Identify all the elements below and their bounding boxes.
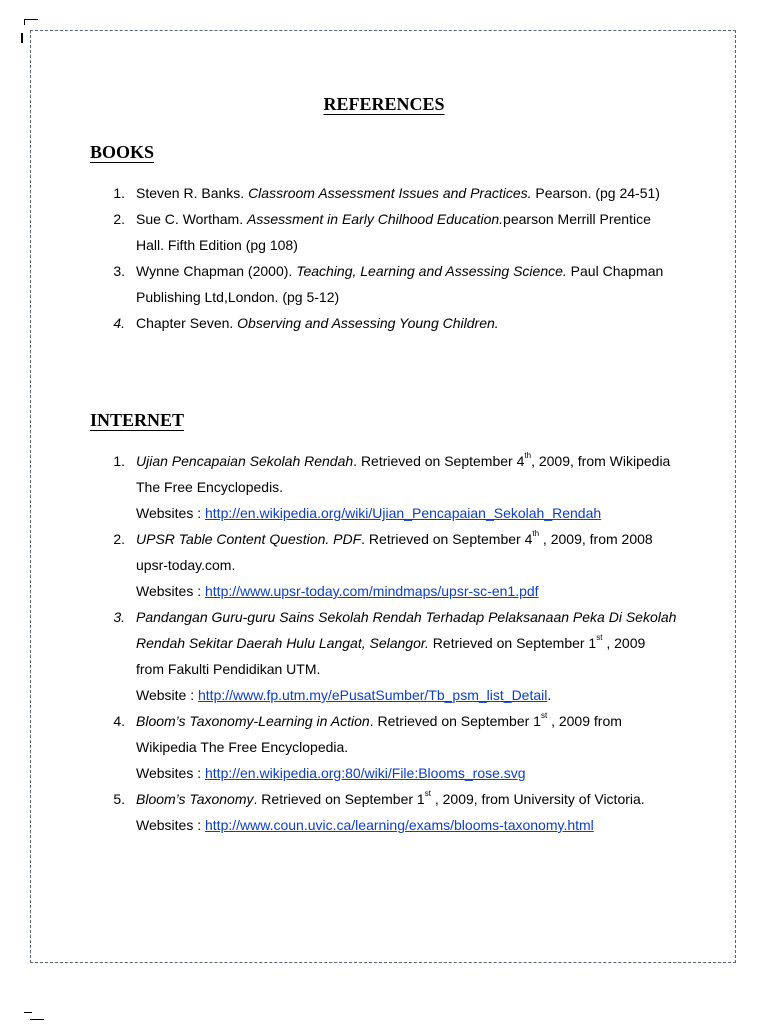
- book-author: Chapter Seven.: [136, 315, 238, 331]
- ref-retrieved: . Retrieved on September 1: [253, 791, 425, 807]
- ref-link[interactable]: http://www.fp.utm.my/ePusatSumber/Tb_psm_list_Detail: [198, 687, 548, 703]
- ref-link[interactable]: http://www.upsr-today.com/mindmaps/upsr-sc-en1.pdf: [205, 583, 539, 599]
- book-author: Wynne Chapman (2000).: [136, 263, 297, 279]
- book-details: Paul Chapman Publishing Ltd,London. (pg 5-12): [136, 263, 664, 305]
- book-title: Teaching, Learning and Assessing Science.: [296, 263, 567, 279]
- list-item: [107, 526, 677, 604]
- ref-retrieved: Retrieved on September 1: [428, 635, 597, 651]
- websites-label: Websites :: [136, 765, 205, 781]
- book-details: Pearson. (pg 24-51): [531, 185, 660, 201]
- ref-ordinal: st: [596, 633, 603, 643]
- ref-ordinal: st: [540, 711, 548, 721]
- list-item: [107, 604, 677, 708]
- crop-mark: [24, 19, 38, 20]
- books-heading: BOOKS: [90, 142, 155, 162]
- ref-after-link: .: [547, 687, 552, 703]
- websites-label: Websites :: [136, 817, 205, 833]
- list-item: [107, 180, 677, 206]
- ref-title: Ujian Pencapaian Sekolah Rendah: [136, 453, 354, 469]
- ref-source: , 2009 from Wikipedia The Free Encyclopedia.: [136, 713, 622, 755]
- books-list: [107, 180, 677, 336]
- book-author: Steven R. Banks.: [136, 185, 249, 201]
- item-number: 4.: [113, 315, 125, 331]
- ref-link[interactable]: http://en.wikipedia.org:80/wiki/File:Blooms_rose.svg: [205, 765, 526, 781]
- item-number: 1.: [113, 185, 125, 201]
- book-details: pearson Merrill Prentice Hall. Fifth Edition (pg 108): [136, 211, 651, 253]
- list-item: [107, 310, 677, 336]
- item-number: 3.: [113, 263, 125, 279]
- websites-label: Website :: [136, 687, 198, 703]
- book-title: Classroom Assessment Issues and Practices.: [248, 185, 532, 201]
- internet-heading: INTERNET: [90, 410, 185, 430]
- item-number: 1.: [113, 453, 125, 469]
- ref-ordinal: th: [532, 529, 540, 539]
- ref-title: Pandangan Guru-guru Sains Sekolah Rendah Terhadap Pelaksanaan Peka Di Sekolah Rendah Sekitar Daerah Hulu Langat, Selangor.: [136, 609, 677, 651]
- ref-retrieved: . Retrieved on September 1: [369, 713, 541, 729]
- ref-retrieved: . Retrieved on September 4: [353, 453, 525, 469]
- ref-link[interactable]: http://en.wikipedia.org/wiki/Ujian_Pencapaian_Sekolah_Rendah: [205, 505, 602, 521]
- book-author: Sue C. Wortham.: [136, 211, 248, 227]
- crop-mark: [21, 33, 23, 43]
- ref-ordinal: th: [524, 451, 532, 461]
- websites-label: Websites :: [136, 505, 205, 521]
- ref-retrieved: . Retrieved on September 4: [361, 531, 533, 547]
- page-title: REFERENCES: [323, 94, 445, 114]
- list-item: [107, 786, 677, 838]
- websites-label: Websites :: [136, 583, 205, 599]
- item-number: 2.: [113, 531, 125, 547]
- ref-ordinal: st: [424, 789, 431, 799]
- book-title: Assessment in Early Chilhood Education.: [247, 211, 504, 227]
- ref-source: , 2009, from Wikipedia The Free Encyclopedis.: [136, 453, 671, 495]
- ref-source: , 2009, from 2008 upsr-today.com.: [136, 531, 653, 573]
- item-number: 3.: [113, 609, 125, 625]
- crop-mark: [24, 1012, 32, 1013]
- ref-title: Bloom’s Taxonomy: [136, 791, 254, 807]
- crop-mark: [30, 1019, 44, 1020]
- list-item: [107, 708, 677, 786]
- ref-link[interactable]: http://www.coun.uvic.ca/learning/exams/blooms-taxonomy.html: [205, 817, 594, 833]
- item-number: 5.: [113, 791, 125, 807]
- crop-mark: [24, 19, 25, 25]
- ref-source: , 2009 from Fakulti Pendidikan UTM.: [136, 635, 646, 677]
- item-number: 4.: [113, 713, 125, 729]
- book-title: Observing and Assessing Young Children.: [237, 315, 499, 331]
- ref-title: UPSR Table Content Question. PDF: [136, 531, 362, 547]
- list-item: [107, 258, 677, 310]
- item-number: 2.: [113, 211, 125, 227]
- ref-source: , 2009, from University of Victoria.: [430, 791, 645, 807]
- internet-list: [107, 448, 677, 838]
- list-item: [107, 448, 677, 526]
- list-item: [107, 206, 677, 258]
- ref-title: Bloom’s Taxonomy-Learning in Action: [136, 713, 370, 729]
